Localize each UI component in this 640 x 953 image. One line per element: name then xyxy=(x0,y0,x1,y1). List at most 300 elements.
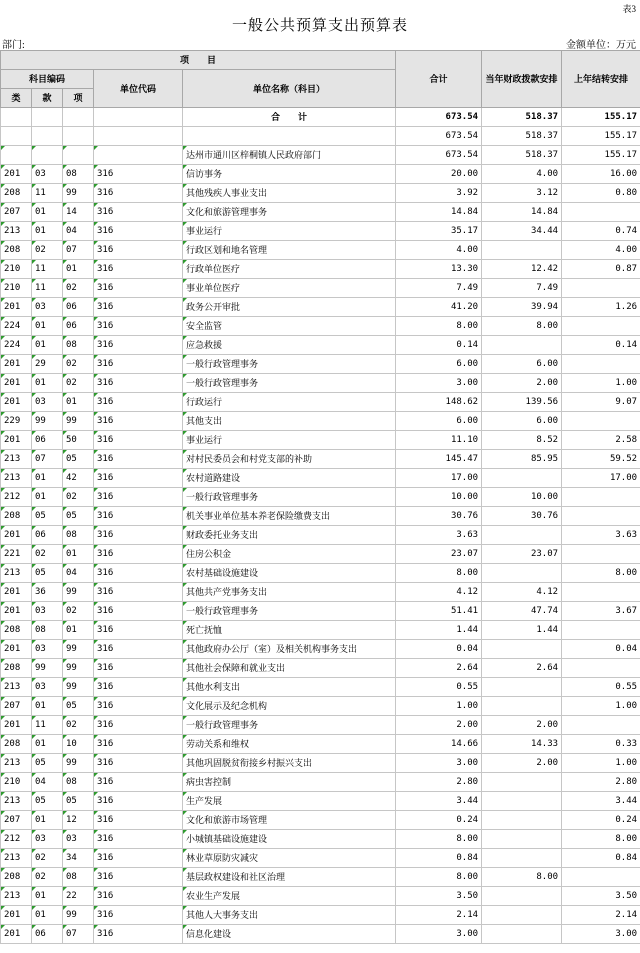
cell-unit-code: 316 xyxy=(94,393,183,412)
cell-total: 3.63 xyxy=(396,526,482,545)
cell-current: 6.00 xyxy=(482,412,562,431)
cell-kuan xyxy=(32,146,63,165)
table-row xyxy=(1,279,640,298)
total-cell-xiang xyxy=(63,108,94,127)
cell-xiang: 01 xyxy=(63,621,94,640)
cell-prior xyxy=(562,203,640,222)
cell-xiang: 99 xyxy=(63,659,94,678)
cell-current: 2.00 xyxy=(482,754,562,773)
cell-current: 6.00 xyxy=(482,355,562,374)
cell-kuan: 36 xyxy=(32,583,63,602)
cell-total: 1.00 xyxy=(396,697,482,716)
cell-current: 10.00 xyxy=(482,488,562,507)
cell-current xyxy=(482,849,562,868)
cell-current xyxy=(482,469,562,488)
cell-unit-code: 316 xyxy=(94,678,183,697)
cell-prior: 2.58 xyxy=(562,431,640,450)
table-row xyxy=(1,811,640,830)
cell-unit-name: 其他水利支出 xyxy=(183,678,396,697)
cell-unit-name: 文化展示及纪念机构 xyxy=(183,697,396,716)
cell-total: 673.54 xyxy=(396,146,482,165)
table-row xyxy=(1,336,640,355)
cell-unit-name: 其他巩固脱贫衔接乡村振兴支出 xyxy=(183,754,396,773)
cell-total: 2.64 xyxy=(396,659,482,678)
cell-current: 34.44 xyxy=(482,222,562,241)
cell-total: 0.24 xyxy=(396,811,482,830)
cell-current xyxy=(482,336,562,355)
table-row xyxy=(1,184,640,203)
cell-total: 30.76 xyxy=(396,507,482,526)
header-unit-name: 单位名称（科目） xyxy=(183,70,396,108)
cell-lei: 224 xyxy=(1,336,32,355)
cell-unit-name: 机关事业单位基本养老保险缴费支出 xyxy=(183,507,396,526)
table-row xyxy=(1,450,640,469)
cell-xiang: 42 xyxy=(63,469,94,488)
cell-prior xyxy=(562,507,640,526)
cell-total: 3.00 xyxy=(396,754,482,773)
cell-prior: 17.00 xyxy=(562,469,640,488)
table-row xyxy=(1,241,640,260)
cell-unit-code: 316 xyxy=(94,488,183,507)
cell-lei: 207 xyxy=(1,811,32,830)
table-row xyxy=(1,735,640,754)
cell-prior xyxy=(562,488,640,507)
cell-current xyxy=(482,526,562,545)
cell-total: 20.00 xyxy=(396,165,482,184)
cell-lei xyxy=(1,146,32,165)
table-row xyxy=(1,564,640,583)
cell-unit-code: 316 xyxy=(94,792,183,811)
cell-prior: 1.00 xyxy=(562,374,640,393)
cell-unit-code xyxy=(94,146,183,165)
cell-unit-code: 316 xyxy=(94,659,183,678)
cell-kuan: 01 xyxy=(32,469,63,488)
table-row xyxy=(1,887,640,906)
cell-lei: 208 xyxy=(1,621,32,640)
cell-kuan: 01 xyxy=(32,488,63,507)
cell-total: 6.00 xyxy=(396,412,482,431)
table-row xyxy=(1,602,640,621)
cell-xiang: 99 xyxy=(63,583,94,602)
cell-unit-name: 林业草原防灾减灾 xyxy=(183,849,396,868)
cell-unit-code: 316 xyxy=(94,849,183,868)
cell-total: 8.00 xyxy=(396,830,482,849)
cell-lei: 208 xyxy=(1,507,32,526)
cell-lei: 212 xyxy=(1,830,32,849)
cell-unit-name: 对村民委员会和村党支部的补助 xyxy=(183,450,396,469)
table-row xyxy=(1,640,640,659)
cell-lei: 213 xyxy=(1,849,32,868)
cell-total: 0.55 xyxy=(396,678,482,697)
cell-unit-name: 死亡抚恤 xyxy=(183,621,396,640)
cell-unit-name: 病虫害控制 xyxy=(183,773,396,792)
cell-total: 35.17 xyxy=(396,222,482,241)
cell-unit-name: 农村基础设施建设 xyxy=(183,564,396,583)
cell-unit-code: 316 xyxy=(94,203,183,222)
cell-lei: 207 xyxy=(1,697,32,716)
cell-prior: 8.00 xyxy=(562,830,640,849)
cell-kuan: 03 xyxy=(32,298,63,317)
cell-kuan: 11 xyxy=(32,184,63,203)
cell-total: 41.20 xyxy=(396,298,482,317)
cell-lei: 201 xyxy=(1,431,32,450)
cell-prior xyxy=(562,317,640,336)
cell-prior: 0.87 xyxy=(562,260,640,279)
cell-unit-code: 316 xyxy=(94,317,183,336)
cell-xiang: 99 xyxy=(63,412,94,431)
cell-current xyxy=(482,811,562,830)
cell-lei: 201 xyxy=(1,925,32,944)
cell-kuan: 08 xyxy=(32,621,63,640)
cell-kuan: 03 xyxy=(32,678,63,697)
cell-unit-name: 其他残疾人事业支出 xyxy=(183,184,396,203)
cell-kuan: 99 xyxy=(32,412,63,431)
cell-lei: 201 xyxy=(1,716,32,735)
table-row xyxy=(1,374,640,393)
table-row xyxy=(1,545,640,564)
cell-xiang: 99 xyxy=(63,906,94,925)
cell-prior xyxy=(562,412,640,431)
cell-current: 518.37 xyxy=(482,146,562,165)
table-row xyxy=(1,621,640,640)
cell-kuan: 11 xyxy=(32,716,63,735)
cell-xiang: 01 xyxy=(63,260,94,279)
cell-lei: 213 xyxy=(1,887,32,906)
cell-xiang: 02 xyxy=(63,602,94,621)
cell-xiang: 08 xyxy=(63,773,94,792)
cell-prior: 8.00 xyxy=(562,564,640,583)
cell-total: 148.62 xyxy=(396,393,482,412)
cell-unit-code: 316 xyxy=(94,526,183,545)
cell-unit-name: 小城镇基础设施建设 xyxy=(183,830,396,849)
cell-prior: 1.26 xyxy=(562,298,640,317)
cell-current: 2.00 xyxy=(482,716,562,735)
cell-current xyxy=(482,678,562,697)
cell-kuan: 02 xyxy=(32,241,63,260)
cell-unit-name: 文化和旅游管理事务 xyxy=(183,203,396,222)
cell-kuan: 05 xyxy=(32,564,63,583)
cell-unit-code: 316 xyxy=(94,906,183,925)
page-title: 一般公共预算支出预算表 xyxy=(231,18,408,34)
cell-total: 4.00 xyxy=(396,241,482,260)
cell-xiang: 05 xyxy=(63,697,94,716)
cell-kuan: 02 xyxy=(32,868,63,887)
cell-unit-name: 一般行政管理事务 xyxy=(183,488,396,507)
cell-total: 0.04 xyxy=(396,640,482,659)
cell-xiang: 34 xyxy=(63,849,94,868)
cell-total: 17.00 xyxy=(396,469,482,488)
cell-kuan: 29 xyxy=(32,355,63,374)
cell-unit-code: 316 xyxy=(94,754,183,773)
cell-unit-code: 316 xyxy=(94,165,183,184)
cell-current xyxy=(482,564,562,583)
cell-kuan: 03 xyxy=(32,830,63,849)
cell-kuan: 04 xyxy=(32,773,63,792)
cell-current: 3.12 xyxy=(482,184,562,203)
cell-unit-name: 信访事务 xyxy=(183,165,396,184)
cell-lei: 208 xyxy=(1,868,32,887)
cell-unit-name: 住房公积金 xyxy=(183,545,396,564)
cell-xiang: 05 xyxy=(63,507,94,526)
cell-lei: 201 xyxy=(1,374,32,393)
cell-unit-name: 其他政府办公厅（室）及相关机构事务支出 xyxy=(183,640,396,659)
cell-unit-code: 316 xyxy=(94,773,183,792)
cell-unit-name: 其他社会保障和就业支出 xyxy=(183,659,396,678)
total-row-current: 518.37 xyxy=(482,108,562,127)
cell-xiang: 99 xyxy=(63,184,94,203)
cell-total: 3.00 xyxy=(396,374,482,393)
cell-kuan: 01 xyxy=(32,735,63,754)
cell-lei: 213 xyxy=(1,754,32,773)
currency-unit-label: 金额单位：万元 xyxy=(566,40,636,51)
cell-total: 11.10 xyxy=(396,431,482,450)
table-row xyxy=(1,431,640,450)
cell-total: 3.44 xyxy=(396,792,482,811)
cell-kuan: 03 xyxy=(32,393,63,412)
cell-lei: 213 xyxy=(1,222,32,241)
cell-total: 2.00 xyxy=(396,716,482,735)
cell-lei: 201 xyxy=(1,355,32,374)
cell-unit-code: 316 xyxy=(94,735,183,754)
cell-current: 47.74 xyxy=(482,602,562,621)
cell-unit-name: 行政单位医疗 xyxy=(183,260,396,279)
cell-xiang xyxy=(63,146,94,165)
cell-current xyxy=(482,697,562,716)
cell-total: 1.44 xyxy=(396,621,482,640)
cell-xiang: 01 xyxy=(63,545,94,564)
cell-unit-code: 316 xyxy=(94,450,183,469)
cell-total: 3.92 xyxy=(396,184,482,203)
cell-current: 30.76 xyxy=(482,507,562,526)
cell-current: 4.00 xyxy=(482,165,562,184)
cell-prior: 3.00 xyxy=(562,925,640,944)
cell-kuan: 03 xyxy=(32,165,63,184)
header-lei: 类 xyxy=(1,89,32,108)
cell-lei: 208 xyxy=(1,659,32,678)
cell-prior xyxy=(562,583,640,602)
cell-prior xyxy=(562,279,640,298)
cell-unit-name: 行政区划和地名管理 xyxy=(183,241,396,260)
cell-prior: 4.00 xyxy=(562,241,640,260)
header-project: 项 目 xyxy=(1,51,396,70)
cell-lei: 213 xyxy=(1,792,32,811)
cell-unit-name: 事业单位医疗 xyxy=(183,279,396,298)
header-current-year: 当年财政拨款安排 xyxy=(482,51,562,108)
cell-prior xyxy=(562,716,640,735)
cell-prior: 1.00 xyxy=(562,754,640,773)
cell-unit-code: 316 xyxy=(94,811,183,830)
cell-unit-code: 316 xyxy=(94,640,183,659)
cell-lei: 201 xyxy=(1,602,32,621)
cell-kuan: 06 xyxy=(32,431,63,450)
cell-unit-name xyxy=(183,127,396,146)
cell-total: 51.41 xyxy=(396,602,482,621)
table-row xyxy=(1,488,640,507)
table-row xyxy=(1,507,640,526)
cell-xiang: 12 xyxy=(63,811,94,830)
total-row-prior: 155.17 xyxy=(562,108,640,127)
cell-xiang: 50 xyxy=(63,431,94,450)
cell-prior: 3.67 xyxy=(562,602,640,621)
cell-kuan: 01 xyxy=(32,697,63,716)
cell-kuan: 03 xyxy=(32,640,63,659)
cell-total: 0.14 xyxy=(396,336,482,355)
cell-unit-code: 316 xyxy=(94,830,183,849)
cell-total: 13.30 xyxy=(396,260,482,279)
cell-lei: 201 xyxy=(1,583,32,602)
cell-kuan: 05 xyxy=(32,792,63,811)
cell-prior: 0.24 xyxy=(562,811,640,830)
cell-prior: 16.00 xyxy=(562,165,640,184)
cell-unit-code: 316 xyxy=(94,716,183,735)
cell-prior: 3.44 xyxy=(562,792,640,811)
cell-lei: 213 xyxy=(1,678,32,697)
cell-lei: 210 xyxy=(1,260,32,279)
cell-xiang: 02 xyxy=(63,374,94,393)
cell-kuan: 02 xyxy=(32,849,63,868)
table-row xyxy=(1,697,640,716)
table-row xyxy=(1,849,640,868)
cell-total: 4.12 xyxy=(396,583,482,602)
cell-unit-name: 安全监管 xyxy=(183,317,396,336)
cell-xiang: 99 xyxy=(63,640,94,659)
cell-total: 8.00 xyxy=(396,317,482,336)
total-row xyxy=(1,108,640,127)
cell-current xyxy=(482,640,562,659)
cell-lei: 224 xyxy=(1,317,32,336)
cell-unit-name: 事业运行 xyxy=(183,431,396,450)
cell-current: 2.00 xyxy=(482,374,562,393)
cell-lei: 229 xyxy=(1,412,32,431)
total-row-label: 合 计 xyxy=(183,108,396,127)
cell-kuan: 01 xyxy=(32,317,63,336)
header-kuan: 款 xyxy=(32,89,63,108)
cell-xiang: 02 xyxy=(63,488,94,507)
table-row xyxy=(1,222,640,241)
cell-kuan: 07 xyxy=(32,450,63,469)
cell-total: 673.54 xyxy=(396,127,482,146)
cell-xiang xyxy=(63,127,94,146)
cell-total: 3.00 xyxy=(396,925,482,944)
cell-unit-code xyxy=(94,127,183,146)
cell-prior: 1.00 xyxy=(562,697,640,716)
cell-lei: 213 xyxy=(1,469,32,488)
table-row xyxy=(1,906,640,925)
cell-current xyxy=(482,773,562,792)
budget-table xyxy=(0,50,640,944)
table-row xyxy=(1,165,640,184)
cell-lei: 208 xyxy=(1,241,32,260)
cell-total: 6.00 xyxy=(396,355,482,374)
cell-xiang: 08 xyxy=(63,526,94,545)
table-row xyxy=(1,526,640,545)
cell-prior: 0.84 xyxy=(562,849,640,868)
cell-unit-code: 316 xyxy=(94,431,183,450)
cell-unit-name: 其他人大事务支出 xyxy=(183,906,396,925)
cell-unit-code: 316 xyxy=(94,621,183,640)
cell-xiang: 06 xyxy=(63,317,94,336)
cell-current: 85.95 xyxy=(482,450,562,469)
cell-current: 8.00 xyxy=(482,868,562,887)
cell-xiang: 05 xyxy=(63,792,94,811)
table-row xyxy=(1,393,640,412)
cell-xiang: 22 xyxy=(63,887,94,906)
cell-total: 145.47 xyxy=(396,450,482,469)
cell-prior xyxy=(562,659,640,678)
cell-prior: 0.33 xyxy=(562,735,640,754)
cell-current: 4.12 xyxy=(482,583,562,602)
table-row xyxy=(1,830,640,849)
cell-kuan: 01 xyxy=(32,887,63,906)
cell-kuan xyxy=(32,127,63,146)
cell-prior: 0.74 xyxy=(562,222,640,241)
cell-kuan: 11 xyxy=(32,260,63,279)
cell-prior: 2.80 xyxy=(562,773,640,792)
cell-prior: 9.07 xyxy=(562,393,640,412)
cell-prior xyxy=(562,868,640,887)
cell-xiang: 05 xyxy=(63,450,94,469)
cell-prior: 0.80 xyxy=(562,184,640,203)
summary-row xyxy=(1,127,640,146)
cell-total: 8.00 xyxy=(396,868,482,887)
cell-lei: 201 xyxy=(1,906,32,925)
cell-unit-name: 行政运行 xyxy=(183,393,396,412)
summary-row xyxy=(1,146,640,165)
cell-xiang: 14 xyxy=(63,203,94,222)
cell-total: 2.14 xyxy=(396,906,482,925)
table-row xyxy=(1,754,640,773)
cell-lei: 213 xyxy=(1,450,32,469)
cell-unit-name: 达州市通川区梓桐镇人民政府部门 xyxy=(183,146,396,165)
cell-unit-name: 劳动关系和维权 xyxy=(183,735,396,754)
cell-current: 2.64 xyxy=(482,659,562,678)
cell-unit-code: 316 xyxy=(94,336,183,355)
cell-total: 14.66 xyxy=(396,735,482,754)
cell-xiang: 99 xyxy=(63,678,94,697)
table-row xyxy=(1,412,640,431)
cell-xiang: 10 xyxy=(63,735,94,754)
cell-xiang: 04 xyxy=(63,564,94,583)
table-row xyxy=(1,260,640,279)
cell-kuan: 02 xyxy=(32,545,63,564)
cell-lei xyxy=(1,127,32,146)
cell-unit-code: 316 xyxy=(94,412,183,431)
cell-unit-name: 生产发展 xyxy=(183,792,396,811)
cell-current xyxy=(482,925,562,944)
cell-xiang: 07 xyxy=(63,925,94,944)
total-cell-code xyxy=(94,108,183,127)
table-row xyxy=(1,469,640,488)
cell-prior: 0.14 xyxy=(562,336,640,355)
cell-prior: 155.17 xyxy=(562,146,640,165)
cell-unit-code: 316 xyxy=(94,583,183,602)
cell-total: 2.80 xyxy=(396,773,482,792)
cell-kuan: 01 xyxy=(32,203,63,222)
cell-unit-name: 一般行政管理事务 xyxy=(183,374,396,393)
cell-kuan: 01 xyxy=(32,906,63,925)
cell-current: 39.94 xyxy=(482,298,562,317)
cell-unit-code: 316 xyxy=(94,507,183,526)
cell-xiang: 02 xyxy=(63,716,94,735)
table-row xyxy=(1,792,640,811)
total-cell-lei xyxy=(1,108,32,127)
cell-unit-name: 一般行政管理事务 xyxy=(183,355,396,374)
cell-prior: 59.52 xyxy=(562,450,640,469)
table-row xyxy=(1,773,640,792)
header-xiang: 项 xyxy=(63,89,94,108)
cell-lei: 201 xyxy=(1,640,32,659)
cell-lei: 208 xyxy=(1,735,32,754)
